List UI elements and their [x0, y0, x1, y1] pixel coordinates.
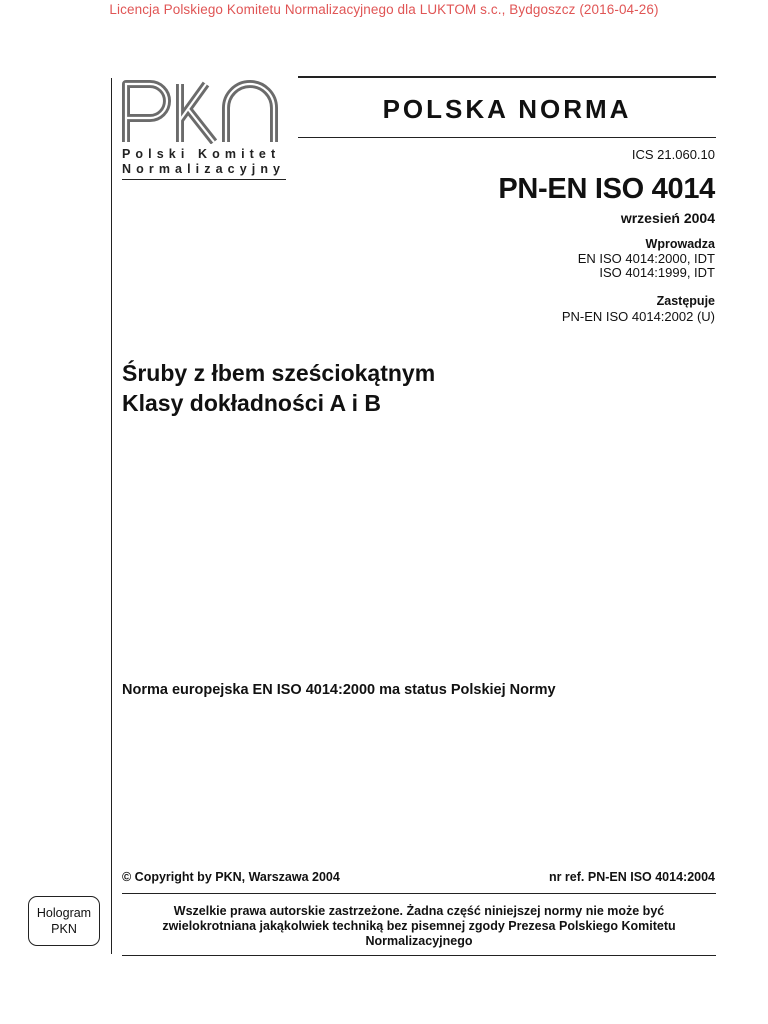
header-top-rule	[298, 76, 716, 78]
replaces-label: Zastępuje	[656, 294, 715, 308]
pkn-logo-graphic	[120, 78, 288, 144]
pkn-subtitle-line2: Normalizacyjny	[122, 162, 286, 176]
footer-bottom-rule	[122, 955, 716, 956]
footer-top-rule	[122, 893, 716, 894]
hologram-label: Hologram	[36, 906, 92, 920]
reference-number: nr ref. PN-EN ISO 4014:2004	[548, 870, 715, 884]
pkn-logo	[120, 78, 288, 144]
rights-line: zwielokrotniana jakąkolwiek techniką bez pisemnej zgody Prezesa Polskiego Komitetu	[162, 919, 676, 933]
document-title-line1: Śruby z łbem sześciokątnym	[122, 360, 436, 386]
hologram-box	[28, 896, 100, 946]
rights-line: Wszelkie prawa autorskie zastrzeżone. Żadna część niniejszej normy nie może być	[173, 904, 665, 918]
copyright-notice: © Copyright by PKN, Warszawa 2004	[122, 870, 340, 884]
license-banner: Licencja Polskiego Komitetu Normalizacyjnego dla LUKTOM s.c., Bydgoszcz (2016-04-26)	[109, 2, 659, 17]
document-title-line2: Klasy dokładności A i B	[122, 390, 382, 416]
hologram-label: PKN	[51, 922, 77, 936]
rights-notice	[122, 904, 716, 949]
left-margin-line	[111, 78, 112, 954]
publication-date: wrzesień 2004	[620, 210, 715, 226]
introduces-item: EN ISO 4014:2000, IDT	[577, 251, 715, 266]
document-heading: POLSKA NORMA	[382, 94, 632, 124]
standard-number: PN-EN ISO 4014	[498, 173, 715, 205]
status-statement: Norma europejska EN ISO 4014:2000 ma status Polskiej Normy	[122, 682, 556, 698]
introduces-label: Wprowadza	[645, 237, 715, 251]
replaces-item: PN-EN ISO 4014:2002 (U)	[561, 309, 715, 324]
rights-line: Normalizacyjnego	[365, 934, 473, 948]
subtitle-underline	[122, 179, 286, 180]
introduces-item: ISO 4014:1999, IDT	[599, 265, 715, 280]
pkn-subtitle-line1: Polski Komitet	[122, 147, 281, 161]
header-bottom-rule	[298, 137, 716, 138]
ics-code: ICS 21.060.10	[631, 147, 715, 162]
